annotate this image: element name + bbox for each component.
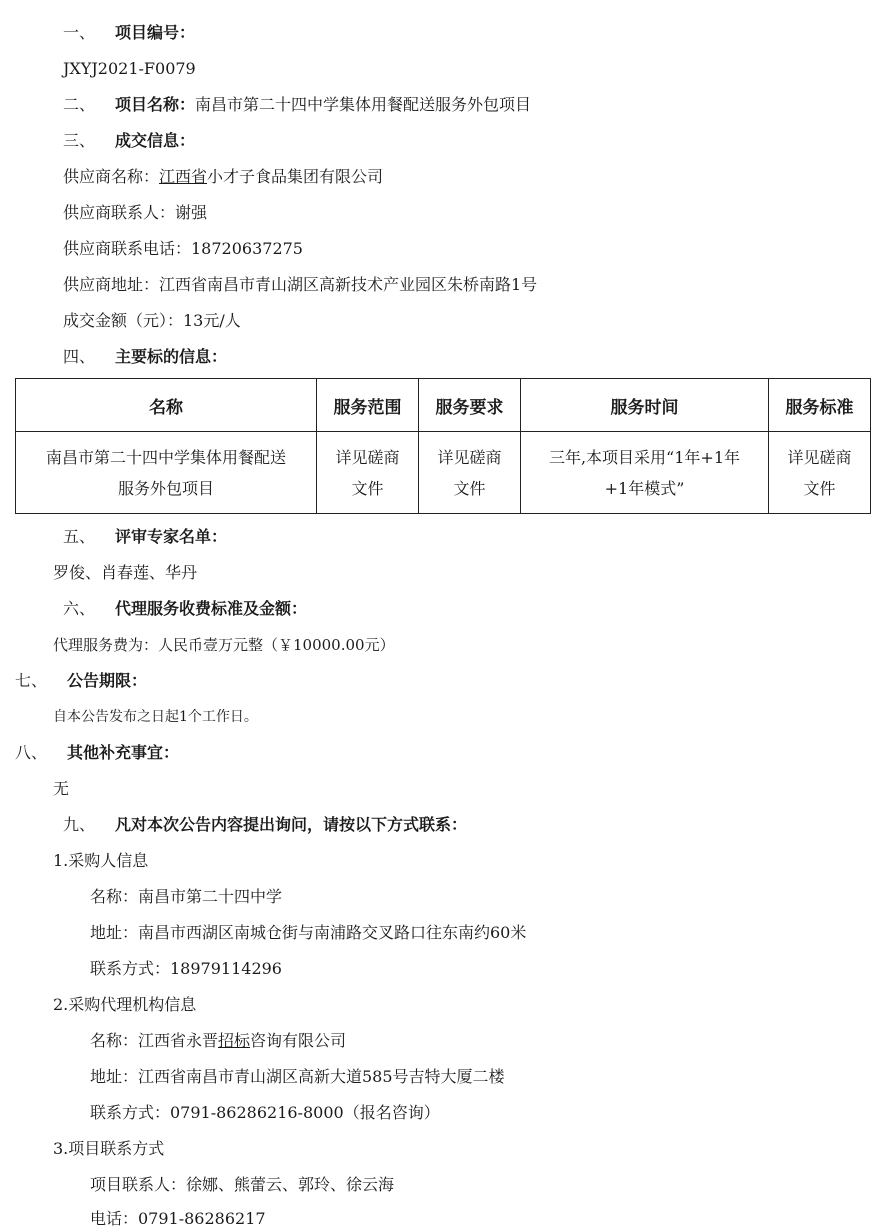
cell-name <box>16 432 317 514</box>
agency-name <box>90 1030 346 1052</box>
section-number: 三、 <box>63 131 96 150</box>
purchaser-contact: 联系方式：18979114296 <box>90 959 282 978</box>
section-title: 其他补充事宜： <box>67 743 180 762</box>
header-scope: 服务范围 <box>317 379 419 432</box>
project-name: 南昌市第二十四中学集体用餐配送服务外包项目 <box>195 95 532 114</box>
project-number: JXYJ2021-F0079 <box>63 59 196 78</box>
section-7-heading <box>15 670 147 692</box>
section-number: 一、 <box>63 23 96 42</box>
cell-line: +1年模式” <box>604 478 685 498</box>
cell-requirement <box>419 432 521 514</box>
project-contact-people: 项目联系人：徐娜、熊蕾云、郭玲、徐云海 <box>90 1175 395 1194</box>
agency-fee: 代理服务费为：人民币壹万元整（￥10000.00元） <box>53 636 395 654</box>
section-title: 代理服务收费标准及金额： <box>115 599 308 618</box>
section-3-heading <box>63 130 195 152</box>
section-4-heading <box>63 346 227 368</box>
section-title: 项目名称： <box>115 95 196 114</box>
header-requirement: 服务要求 <box>419 379 521 432</box>
agency-name-underlined: 招标 <box>218 1031 251 1050</box>
cell-line: 详见磋商 <box>437 447 502 467</box>
section-6-heading <box>63 598 307 620</box>
supplier-name <box>63 166 383 188</box>
purchaser-info-title: 1.采购人信息 <box>53 851 149 870</box>
section-title: 公告期限： <box>67 671 148 690</box>
supplier-contact: 供应商联系人：谢强 <box>63 203 208 222</box>
section-number: 九、 <box>63 815 96 834</box>
section-title: 成交信息： <box>115 131 196 150</box>
announcement-period: 自本公告发布之日起1个工作日。 <box>53 709 258 725</box>
agency-info-title: 2.采购代理机构信息 <box>53 995 197 1014</box>
table-row <box>16 432 871 514</box>
cell-line: 南昌市第二十四中学集体用餐配送 <box>45 447 286 467</box>
supplier-phone: 供应商联系电话：18720637275 <box>63 239 303 258</box>
agency-address: 地址：江西省南昌市青山湖区高新大道585号吉特大厦二楼 <box>90 1067 505 1086</box>
cell-time <box>521 432 769 514</box>
supplier-address: 供应商地址：江西省南昌市青山湖区高新技术产业园区朱桥南路1号 <box>63 275 538 294</box>
other-matters: 无 <box>53 779 70 798</box>
agency-name-pre: 名称：江西省永晋 <box>90 1031 219 1050</box>
subject-info-table <box>15 378 871 514</box>
purchaser-address: 地址：南昌市西湖区南城仓街与南浦路交叉路口往东南约60米 <box>90 923 527 942</box>
supplier-name-underlined: 江西省 <box>159 167 208 186</box>
agency-contact: 联系方式：0791-86286216-8000（报名咨询） <box>90 1103 440 1122</box>
cell-line: 文件 <box>351 478 384 498</box>
section-number: 五、 <box>63 527 96 546</box>
section-9-heading <box>63 814 467 836</box>
section-5-heading <box>63 526 227 548</box>
section-number: 七、 <box>15 671 48 690</box>
deal-amount: 成交金额（元）：13元/人 <box>63 311 241 330</box>
section-number: 四、 <box>63 347 96 366</box>
cell-line: 文件 <box>803 478 836 498</box>
section-title: 主要标的信息： <box>115 347 228 366</box>
project-contact-title: 3.项目联系方式 <box>53 1139 165 1158</box>
cell-line: 详见磋商 <box>335 447 400 467</box>
cell-line: 服务外包项目 <box>117 478 214 498</box>
section-1-heading <box>63 22 195 44</box>
table-header-row <box>16 379 871 432</box>
section-number: 二、 <box>63 95 96 114</box>
section-number: 八、 <box>15 743 48 762</box>
supplier-name-label: 供应商名称： <box>63 167 160 186</box>
expert-list: 罗俊、肖春莲、华丹 <box>53 563 198 582</box>
supplier-name-rest: 小才子食品集团有限公司 <box>207 167 384 186</box>
cell-line: 文件 <box>453 478 486 498</box>
section-title: 评审专家名单： <box>115 527 228 546</box>
cell-standard <box>769 432 871 514</box>
section-8-heading <box>15 742 179 764</box>
agency-name-post: 咨询有限公司 <box>250 1031 347 1050</box>
section-number: 六、 <box>63 599 96 618</box>
cell-line: 三年,本项目采用“1年+1年 <box>548 447 741 467</box>
section-title: 项目编号： <box>115 23 196 42</box>
purchaser-name: 名称：南昌市第二十四中学 <box>90 887 283 906</box>
project-contact-phone: 电话：0791-86286217 <box>90 1209 266 1228</box>
header-standard: 服务标准 <box>769 379 871 432</box>
header-name: 名称 <box>16 379 317 432</box>
cell-scope <box>317 432 419 514</box>
section-title: 凡对本次公告内容提出询问，请按以下方式联系： <box>115 815 468 834</box>
section-2-heading <box>63 94 531 116</box>
header-time: 服务时间 <box>521 379 769 432</box>
cell-line: 详见磋商 <box>787 447 852 467</box>
